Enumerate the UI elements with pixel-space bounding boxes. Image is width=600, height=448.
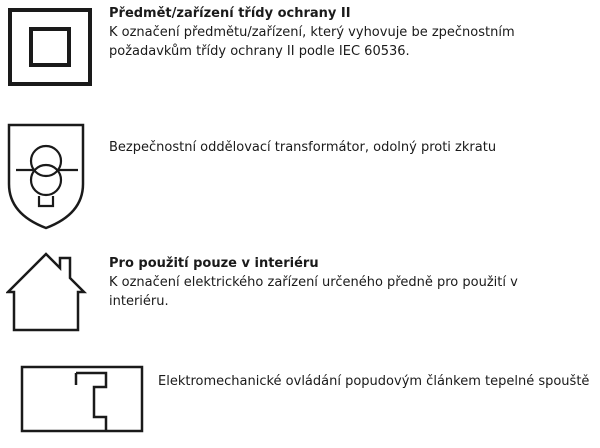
- entry-description: Bezpečnostní oddělovací transformátor, odolný proti zkratu: [109, 140, 497, 155]
- entry-description: K označení elektrického zařízení určeného předně pro použití v interiéru.: [109, 275, 518, 309]
- entry-transformer: [109, 138, 589, 157]
- entry-title: Pro použití pouze v interiéru: [109, 256, 319, 271]
- entry-thermal-release: [158, 372, 598, 391]
- entry-class-ii: [109, 4, 549, 61]
- thermal-release-element-icon: [20, 365, 144, 433]
- class-ii-double-square-icon: [8, 8, 92, 86]
- entry-title: Předmět/zařízení třídy ochrany II: [109, 6, 351, 21]
- entry-indoor: [109, 254, 539, 311]
- entry-description: K označení předmětu/zařízení, který vyhovuje be zpečnostním požadavkům třídy ochrany II podle IEC 60536.: [109, 25, 515, 59]
- entry-description: Elektromechanické ovládání popudovým článkem tepelné spouště: [158, 374, 590, 389]
- indoor-use-house-icon: [6, 250, 90, 334]
- safety-isolating-transformer-icon: [6, 122, 86, 232]
